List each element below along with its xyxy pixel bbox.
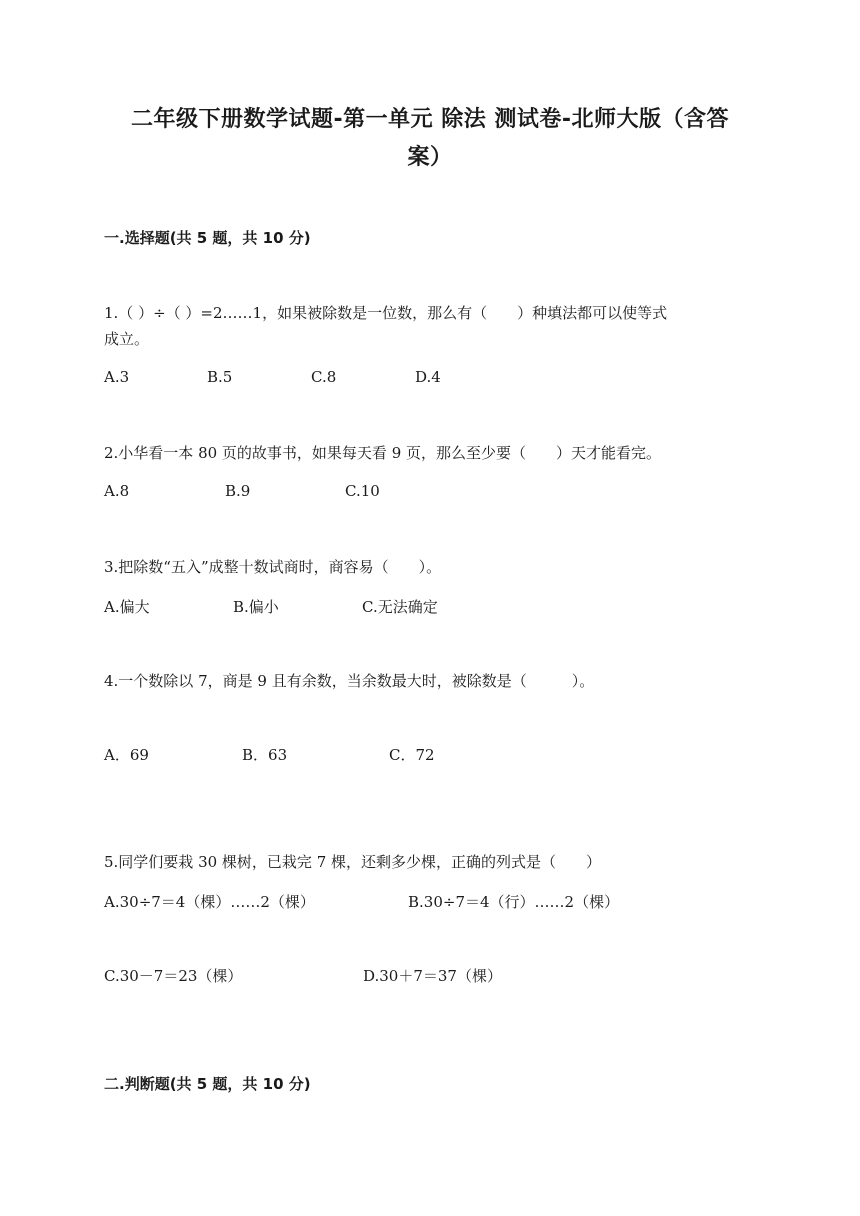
page-title-line-2: 案） — [407, 145, 453, 170]
question-4-stem: 4.一个数除以 7，商是 9 且有余数，当余数最大时，被除数是（ ）。 — [104, 672, 595, 690]
question-1-option-b[interactable]: B.5 — [207, 368, 233, 386]
question-5-stem: 5.同学们要栽 30 棵树，已栽完 7 棵，还剩多少棵，正确的列式是（ ） — [104, 853, 602, 871]
question-4-option-b[interactable]: B．63 — [242, 746, 288, 764]
page-title-line-1: 二年级下册数学试题-第一单元 除法 测试卷-北师大版（含答 — [130, 107, 730, 132]
question-3-stem: 3.把除数“五入”成整十数试商时，商容易（ ）。 — [104, 558, 442, 576]
question-5-option-a[interactable]: A.30÷7＝4（棵）……2（棵） — [104, 893, 315, 911]
question-1-stem: 1.（ ）÷（ ）=2……1，如果被除数是一位数，那么有（ ）种填法都可以使等式 — [104, 304, 668, 322]
question-5-option-d[interactable]: D.30＋7＝37（棵） — [363, 967, 502, 985]
question-1-option-c[interactable]: C.8 — [311, 368, 337, 386]
section-heading-choice: 一.选择题(共 5 题，共 10 分) — [104, 229, 311, 247]
question-3-option-a[interactable]: A.偏大 — [104, 598, 150, 616]
question-5-option-c[interactable]: C.30－7＝23（棵） — [104, 967, 243, 985]
question-2-option-b[interactable]: B.9 — [225, 482, 251, 500]
question-4-option-a[interactable]: A．69 — [104, 746, 149, 764]
question-1-option-a[interactable]: A.3 — [104, 368, 130, 386]
question-2-option-a[interactable]: A.8 — [104, 482, 130, 500]
question-2-option-c[interactable]: C.10 — [345, 482, 380, 500]
question-5-option-b[interactable]: B.30÷7＝4（行）……2（棵） — [408, 893, 620, 911]
section-heading-judgement: 二.判断题(共 5 题，共 10 分) — [104, 1075, 311, 1093]
question-2-stem: 2.小华看一本 80 页的故事书，如果每天看 9 页，那么至少要（ ）天才能看完。 — [104, 444, 662, 462]
question-4-option-c[interactable]: C．72 — [389, 746, 435, 764]
question-1-stem-cont: 成立。 — [104, 330, 150, 348]
question-3-option-b[interactable]: B.偏小 — [233, 598, 279, 616]
question-3-option-c[interactable]: C.无法确定 — [362, 598, 438, 616]
question-1-option-d[interactable]: D.4 — [415, 368, 441, 386]
